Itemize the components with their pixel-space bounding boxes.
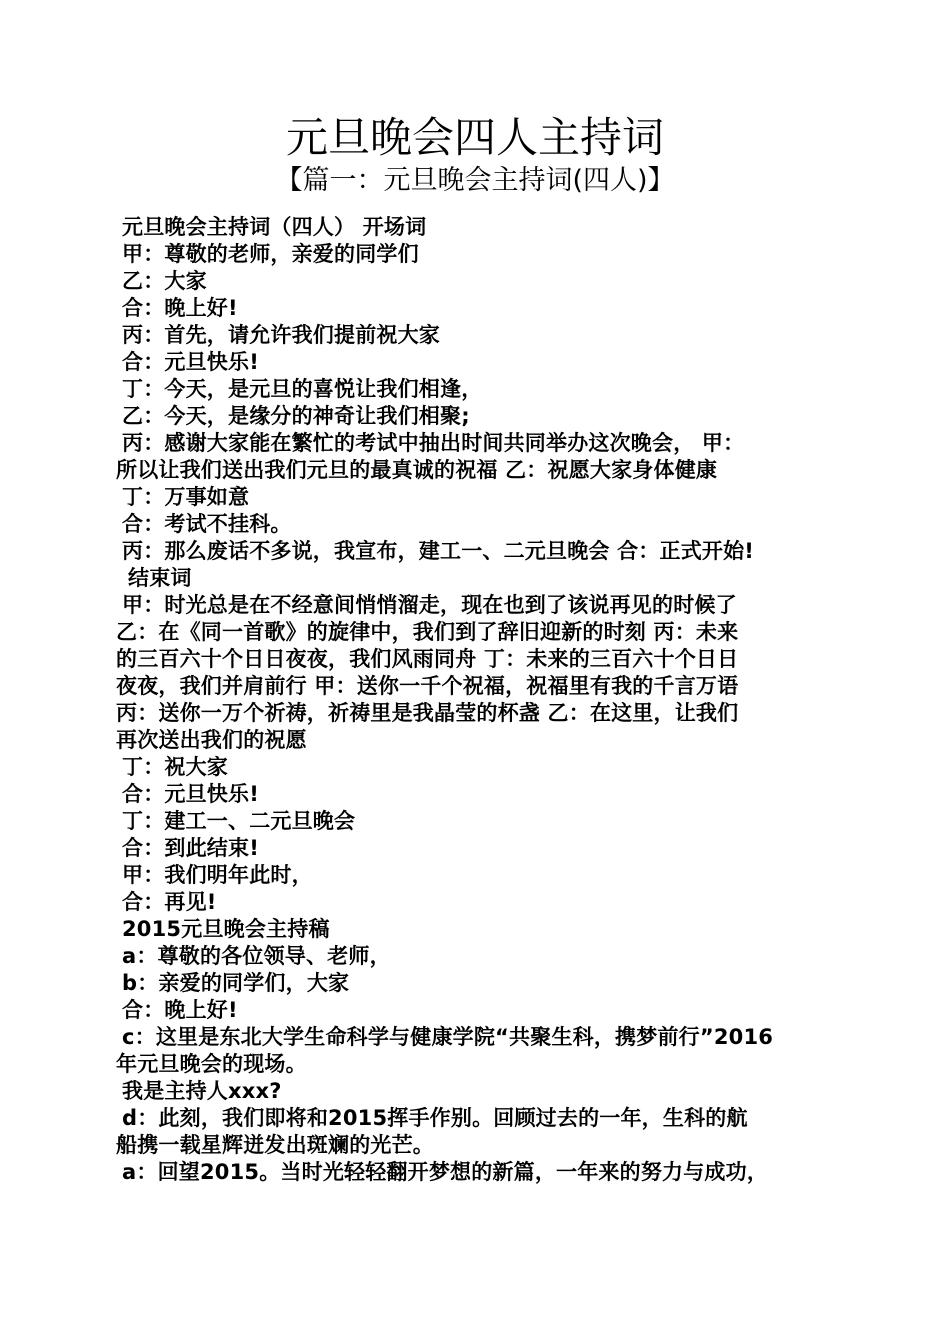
text-line: 合：考试不挂科。 <box>122 512 292 536</box>
document-title: 元旦晚会四人主持词 <box>285 113 664 162</box>
text-line: d：此刻，我们即将和2015挥手作别。回顾过去的一年，生科的航 <box>122 1106 748 1130</box>
text-line: b：亲爱的同学们，大家 <box>122 971 350 995</box>
text-line: c：这里是东北大学生命科学与健康学院“共聚生科，携梦前行”2016 <box>122 1025 774 1049</box>
text-line: a：回望2015。当时光轻轻翻开梦想的新篇，一年来的努力与成功， <box>122 1160 769 1184</box>
text-line: 丁：今天，是元旦的喜悦让我们相逢， <box>122 377 483 401</box>
text-line: 我是主持人xxx? <box>122 1079 282 1103</box>
text-line: 乙：大家 <box>122 269 207 293</box>
text-line: 丙：感谢大家能在繁忙的考试中抽出时间共同举办这次晚会， 甲： <box>122 431 745 455</box>
text-line: 甲：尊敬的老师，亲爱的同学们 <box>122 242 419 266</box>
text-line: 乙：在《同一首歌》的旋律中，我们到了辞旧迎新的时刻 丙：未来 <box>116 620 739 644</box>
text-line: 船携一载星辉迸发出斑斓的光芒。 <box>116 1133 434 1157</box>
text-line: 甲：时光总是在不经意间悄悄溜走，现在也到了该说再见的时候了 <box>122 593 737 617</box>
section-heading: 结束词 <box>128 566 192 590</box>
text-line: 的三百六十个日日夜夜，我们风雨同舟 丁：未来的三百六十个日日 <box>116 647 739 671</box>
text-line: 甲：我们明年此时， <box>122 863 313 887</box>
text-line: 乙：今天，是缘分的神奇让我们相聚; <box>122 404 470 428</box>
text-line: 丙：首先，请允许我们提前祝大家 <box>122 323 440 347</box>
text-line: 合：再见! <box>122 890 217 914</box>
section-heading: 2015元旦晚会主持稿 <box>122 917 330 941</box>
text-line: 合：元旦快乐! <box>122 350 259 374</box>
text-line: 合：到此结束! <box>122 836 259 860</box>
text-line: 年元旦晚会的现场。 <box>116 1052 307 1076</box>
document-subtitle: 【篇一：元旦晚会主持词(四人)】 <box>275 165 675 196</box>
text-line: 合：元旦快乐! <box>122 782 259 806</box>
text-line: 合：晚上好! <box>122 998 238 1022</box>
text-line: 所以让我们送出我们元旦的最真诚的祝福 乙：祝愿大家身体健康 <box>116 458 718 482</box>
text-line: 合：晚上好! <box>122 296 238 320</box>
text-line: 丙：那么废话不多说，我宣布，建工一、二元旦晚会 合：正式开始! <box>122 539 755 563</box>
document-body <box>116 214 846 1186</box>
text-line: a：尊敬的各位领导、老师， <box>122 944 391 968</box>
text-line: 丁：万事如意 <box>122 485 250 509</box>
text-line: 再次送出我们的祝愿 <box>116 728 307 752</box>
text-line: 元旦晚会主持词（四人） 开场词 <box>122 215 427 239</box>
text-line: 夜夜，我们并肩前行 甲：送你一千个祝福，祝福里有我的千言万语 <box>116 674 739 698</box>
text-line: 丁：祝大家 <box>122 755 228 779</box>
text-line: 丙：送你一万个祈祷，祈祷里是我晶莹的杯盏 乙：在这里，让我们 <box>116 701 739 725</box>
text-line: 丁：建工一、二元旦晚会 <box>122 809 356 833</box>
